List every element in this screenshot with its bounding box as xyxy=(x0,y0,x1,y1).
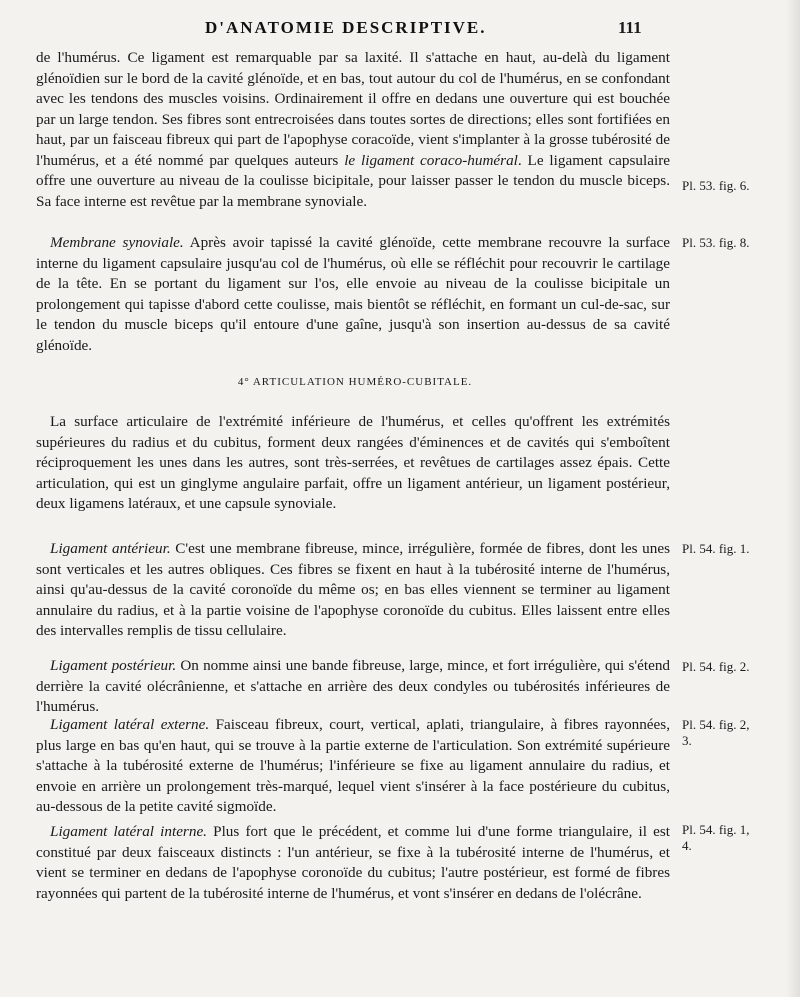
margin-plate-reference: Pl. 53. fig. 8. xyxy=(682,235,750,250)
term-external-lateral-ligament: Ligament latéral externe. xyxy=(50,716,210,733)
paragraph-text: de l'humérus. Ce ligament est remarquable par sa laxité. Il s'attache en haut, au-delà du ligament glénoïdien sur le bord de la cavité glénoïde, et en bas, tout autour du col de l'humérus, en se confondant avec les tendons des muscles voisins. Ordinairement il offre en dedans une ouverture qui est bouchée par un large tendon. Ses fibres sont entrecroisées dans toutes sortes de directions; elles sont fortifiées en haut, par un faisceau fibreux qui part de l'apophyse coracoïde, vient s'implanter à la grosse tubérosité de l'humérus, et a été nommé par quelques auteurs xyxy=(36,49,670,169)
running-title: D'ANATOMIE DESCRIPTIVE. xyxy=(205,18,487,37)
term-coraco-humeral: le ligament coraco-huméral xyxy=(344,151,518,169)
term-anterior-ligament: Ligament antérieur. xyxy=(50,540,171,557)
paragraph-text: Après avoir tapissé la cavité glénoïde, cette membrane recouvre la surface interne du ligament capsulaire jusqu'au col de l'humérus, où elle se réfléchit pour recouvrir le cartilage de la tête. En se portant du ligament sur l'os, elle envoie au niveau de la coulisse bicipitale un prolongement qui tapisse d'abord cette coulisse, mais bientôt se réfléchit, en formant un cul-de-sac, sur le tendon du muscle biceps qu'il entoure d'une gaîne, jusqu'à son insertion au-dessus de sa cavité glénoïde. xyxy=(36,234,670,354)
margin-plate-reference: Pl. 54. fig. 1. xyxy=(682,541,750,556)
term-posterior-ligament: Ligament postérieur. xyxy=(50,657,177,674)
term-synovial-membrane: Membrane synoviale. xyxy=(50,234,184,251)
paragraph-external-lateral-ligament xyxy=(36,715,670,818)
section-heading: 4° ARTICULATION HUMÉRO-CUBITALE. xyxy=(237,376,473,388)
paragraph-synovial-membrane xyxy=(36,233,670,356)
term-internal-lateral-ligament: Ligament latéral interne. xyxy=(50,823,207,840)
margin-plate-reference: Pl. 54. fig. 2, 3. xyxy=(682,717,750,748)
page-header xyxy=(0,18,800,42)
paragraph-internal-lateral-ligament xyxy=(36,822,670,904)
paragraph-posterior-ligament xyxy=(36,656,670,718)
paragraph-text: On nomme ainsi une bande fibreuse, large, mince, et fort irrégulière, qui s'étend derrière la cavité olécrânienne, et s'attache en arrière des deux condyles ou tubérosités inférieures de l'humérus. xyxy=(36,657,671,715)
page-edge-shadow xyxy=(786,0,800,997)
page-number: 111 xyxy=(618,18,642,37)
paragraph-anterior-ligament xyxy=(36,539,670,642)
margin-plate-reference: Pl. 54. fig. 1, 4. xyxy=(682,822,750,853)
margin-plate-reference: Pl. 54. fig. 2. xyxy=(682,659,750,674)
paragraph-text: Faisceau fibreux, court, vertical, aplati, triangulaire, à fibres rayonnées, plus large en bas qu'en haut, qui se trouve à la partie externe de l'articulation. Son extrémité supérieure s'attache à la tubérosité externe de l'humérus; l'inférieure se fixe au ligament annulaire du radius, et envoie en arrière un prolongement très-marqué, lequel vient s'insérer à la face postérieure du cubitus, au-dessous de la petite cavité sigmoïde. xyxy=(36,716,670,815)
paragraph-text: C'est une membrane fibreuse, mince, irrégulière, formée de fibres, dont les unes sont verticales et les autres obliques. Ces fibres se fixent en haut à la tubérosité interne de l'humérus, ainsi qu'au-dessus de la cavité coronoïde du même os; en bas elles viennent se terminer au ligament annulaire du radius, et à la partie voisine de l'apophyse coronoïde du cubitus. Elles laissent entre elles des intervalles remplis de tissu cellulaire. xyxy=(36,540,670,639)
paragraph-articular-surfaces xyxy=(36,412,670,515)
margin-plate-reference: Pl. 53. fig. 6. xyxy=(682,178,750,193)
paragraph-capsular-ligament xyxy=(36,48,670,212)
paragraph-text: La surface articulaire de l'extrémité inférieure de l'humérus, et celles qu'offrent les extrémités supérieures du radius et du cubitus, forment deux rangées d'éminences et de cavités qui s'emboîtent réciproquement les unes dans les autres, sont très-serrées, et revêtues de cartilages assez épais. Cette articulation, qui est un ginglyme angulaire parfait, offre un ligament antérieur, un ligament postérieur, deux ligamens latéraux, et une capsule synoviale. xyxy=(36,413,670,512)
paragraph-text: . Le ligament capsulaire offre une ouverture au niveau de la coulisse bicipitale, pour laisser passer le tendon du muscle biceps. Sa face interne est revêtue par la membrane synoviale. xyxy=(36,151,671,210)
paragraph-text: Plus fort que le précédent, et comme lui d'une forme triangulaire, il est constitué par deux faisceaux distincts : l'un antérieur, se fixe à la tubérosité interne de l'humérus, et vient se terminer en dedans de l'apophyse coronoïde du cubitus; l'autre postérieur, est formé de fibres rayonnées qui partent de la tubérosité interne de l'humérus, et vont s'insérer en dedans de l'olécrâne. xyxy=(36,823,670,902)
